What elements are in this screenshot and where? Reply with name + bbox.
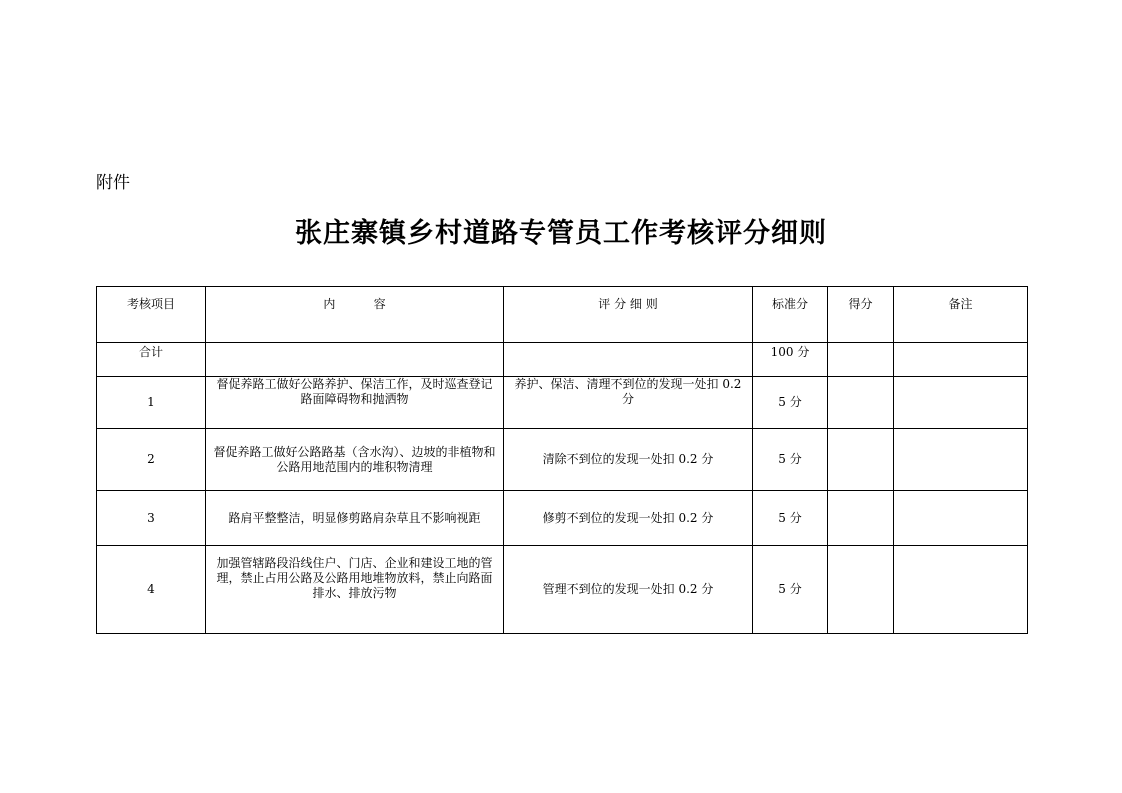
total-item: 合计 xyxy=(97,343,206,377)
total-score xyxy=(828,343,894,377)
document-title: 张庄寨镇乡村道路专管员工作考核评分细则 xyxy=(295,218,827,249)
row-item: 2 xyxy=(97,429,206,491)
row-remark xyxy=(894,429,1028,491)
row-content: 督促养路工做好公路路基（含水沟）、边坡的非植物和公路用地范围内的堆积物清理 xyxy=(206,429,504,491)
row-criteria: 管理不到位的发现一处扣 0.2 分 xyxy=(504,546,753,634)
row-criteria: 修剪不到位的发现一处扣 0.2 分 xyxy=(504,491,753,546)
total-content xyxy=(206,343,504,377)
header-remark: 备注 xyxy=(894,287,1028,343)
row-standard: 5 分 xyxy=(753,491,828,546)
header-content: 内 容 xyxy=(206,287,504,343)
row-content: 加强管辖路段沿线住户、门店、企业和建设工地的管理，禁止占用公路及公路用地堆物放料，禁止向路面排水、排放污物 xyxy=(206,546,504,634)
row-standard: 5 分 xyxy=(753,429,828,491)
row-score xyxy=(828,377,894,429)
header-standard: 标准分 xyxy=(753,287,828,343)
row-remark xyxy=(894,377,1028,429)
row-content: 路肩平整整洁，明显修剪路肩杂草且不影响视距 xyxy=(206,491,504,546)
row-criteria: 养护、保洁、清理不到位的发现一处扣 0.2 分 xyxy=(504,377,753,429)
header-score: 得分 xyxy=(828,287,894,343)
row-item: 4 xyxy=(97,546,206,634)
total-remark xyxy=(894,343,1028,377)
header-item: 考核项目 xyxy=(97,287,206,343)
scoring-table xyxy=(96,286,1028,634)
row-score xyxy=(828,546,894,634)
table-row xyxy=(97,546,1028,634)
row-score xyxy=(828,429,894,491)
total-criteria xyxy=(504,343,753,377)
table-header-row xyxy=(97,287,1028,343)
row-item: 1 xyxy=(97,377,206,429)
row-standard: 5 分 xyxy=(753,377,828,429)
total-standard: 100 分 xyxy=(753,343,828,377)
row-remark xyxy=(894,546,1028,634)
row-criteria: 清除不到位的发现一处扣 0.2 分 xyxy=(504,429,753,491)
row-item: 3 xyxy=(97,491,206,546)
table-row-total xyxy=(97,343,1028,377)
table-row xyxy=(97,491,1028,546)
row-standard: 5 分 xyxy=(753,546,828,634)
row-remark xyxy=(894,491,1028,546)
attachment-label: 附件 xyxy=(96,173,130,193)
row-score xyxy=(828,491,894,546)
table-row xyxy=(97,429,1028,491)
header-criteria: 评 分 细 则 xyxy=(504,287,753,343)
table-row xyxy=(97,377,1028,429)
row-content: 督促养路工做好公路养护、保洁工作，及时巡查登记路面障碍物和抛洒物 xyxy=(206,377,504,429)
